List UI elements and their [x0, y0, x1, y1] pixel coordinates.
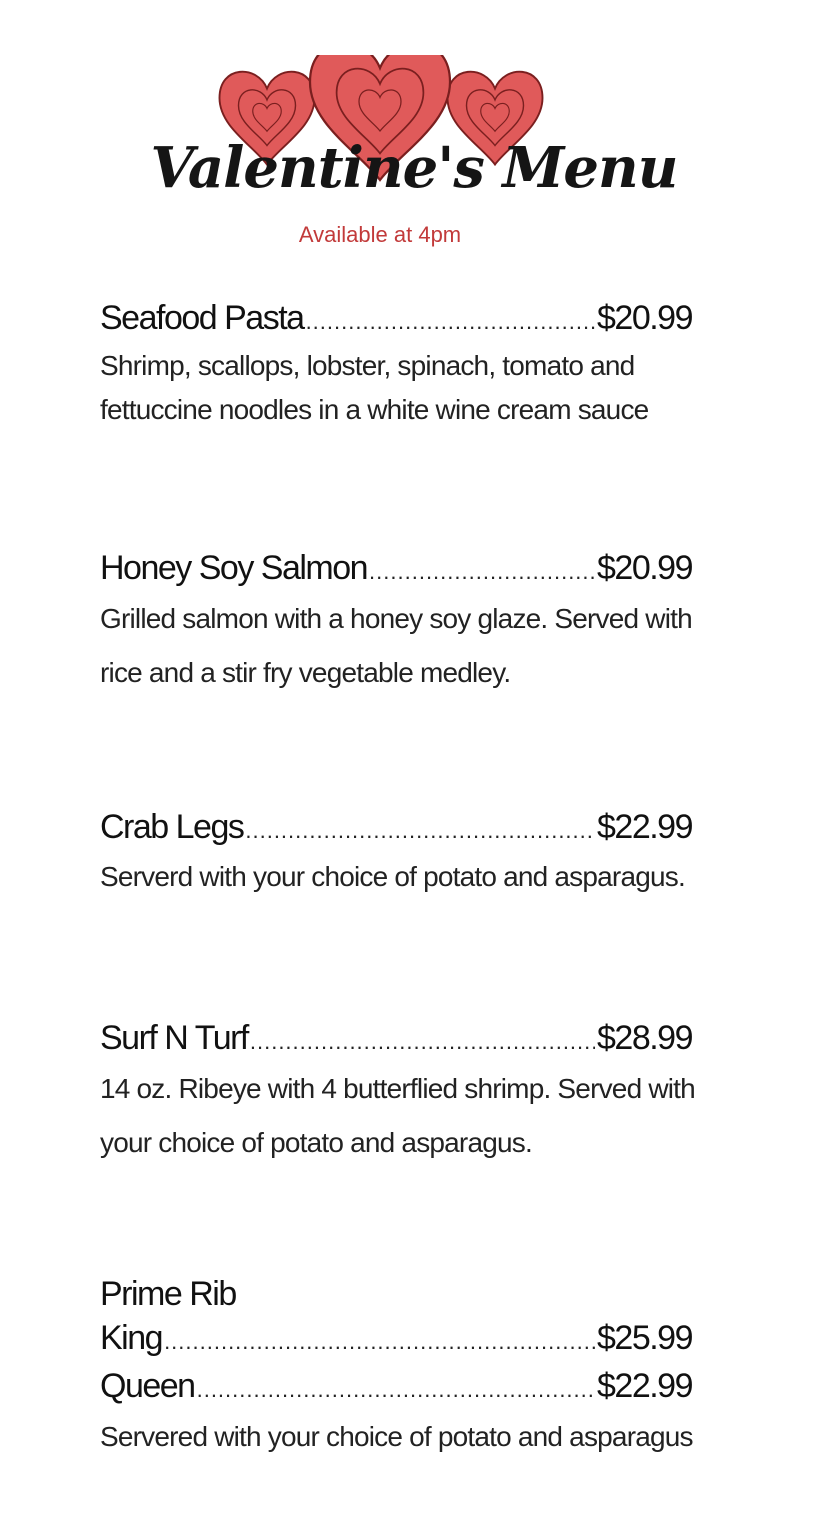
leader-dots [369, 550, 595, 594]
option-price: $25.99 [597, 1319, 692, 1357]
prime-rib-option-king [100, 1316, 692, 1364]
option-name: King [100, 1319, 163, 1357]
leader-dots [250, 1020, 595, 1064]
menu-item-name: Crab Legs [100, 808, 244, 846]
menu-item-description: Shrimp, scallops, lobster, spinach, tomato and fettuccine noodles in a white wine cream sauce [100, 350, 649, 425]
menu-item-crab-legs [100, 805, 720, 903]
menu-item-price: $28.99 [597, 1019, 692, 1057]
leader-dots [197, 1368, 595, 1412]
menu-item-price: $20.99 [597, 549, 692, 587]
menu-item-row [100, 805, 692, 853]
prime-rib-option-queen [100, 1364, 692, 1412]
prime-rib-title: Prime Rib [100, 1275, 236, 1313]
menu-item-price: $22.99 [597, 808, 692, 846]
menu-item-row [100, 1016, 692, 1064]
menu-item-name: Surf N Turf [100, 1019, 248, 1057]
menu-item-description: Servered with your choice of potato and asparagus [100, 1421, 693, 1452]
menu-item-name: Seafood Pasta [100, 299, 304, 337]
menu-item-surf-n-turf [100, 1016, 720, 1170]
leader-dots [164, 1320, 595, 1364]
menu-title: Valentine's Menu [150, 135, 678, 201]
option-name: Queen [100, 1367, 195, 1405]
menu-item-row [100, 296, 692, 344]
menu-item-row [100, 546, 692, 594]
menu-item-description: 14 oz. Ribeye with 4 butterflied shrimp. Served with your choice of potato and asparagus. [100, 1073, 695, 1158]
availability-subtitle: Available at 4pm [298, 222, 462, 247]
leader-dots [245, 809, 595, 853]
menu-item-description: Grilled salmon with a honey soy glaze. Served with rice and a stir fry vegetable medley. [100, 603, 692, 688]
menu-item-name: Honey Soy Salmon [100, 549, 368, 587]
menu-item-description: Serverd with your choice of potato and asparagus. [100, 861, 685, 892]
menu-item-price: $20.99 [597, 299, 692, 337]
leader-dots [306, 300, 595, 344]
menu-item-prime-rib [100, 1272, 720, 1462]
menu-item-honey-soy-salmon [100, 546, 720, 700]
option-price: $22.99 [597, 1367, 692, 1405]
menu-item-seafood-pasta [100, 296, 720, 432]
